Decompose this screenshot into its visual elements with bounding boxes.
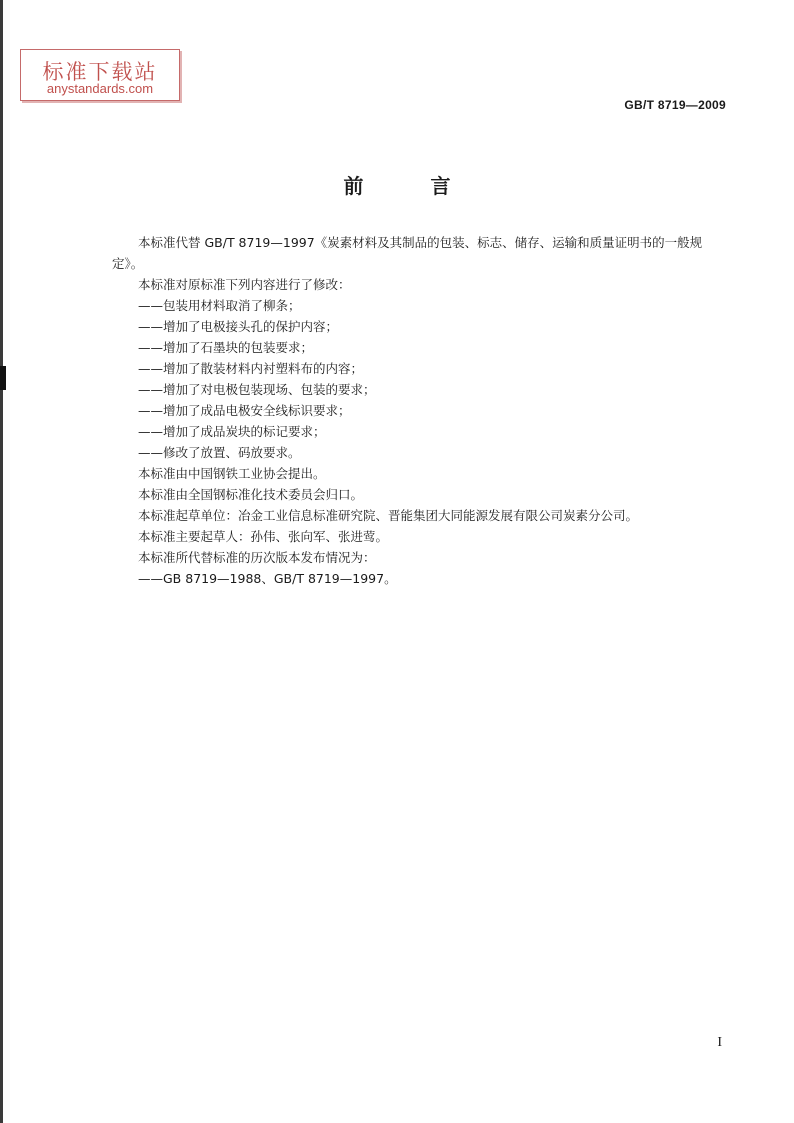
paragraph: 本标准主要起草人：孙伟、张向军、张进莺。 — [138, 529, 389, 544]
stamp-chinese-text: 标准下载站 — [42, 60, 158, 84]
page-title: 前 言 — [343, 174, 481, 198]
paragraph: 本标准由中国钢铁工业协会提出。 — [138, 466, 326, 481]
paragraph: 本标准对原标准下列内容进行了修改： — [138, 277, 351, 292]
standard-code: GB/T 8719—2009 — [624, 98, 726, 112]
watermark-stamp — [20, 49, 180, 101]
list-item: ——GB 8719—1988、GB/T 8719—1997。 — [138, 571, 397, 586]
list-item: ——增加了成品炭块的标记要求； — [138, 424, 326, 439]
paragraph: 本标准所代替标准的历次版本发布情况为： — [138, 550, 376, 565]
scan-left-edge — [0, 0, 3, 1123]
list-item: ——增加了散装材料内衬塑料布的内容； — [138, 361, 364, 376]
list-item: ——增加了石墨块的包装要求； — [138, 340, 314, 355]
paragraph: 本标准代替 GB/T 8719—1997《炭素材料及其制品的包装、标志、储存、运输和质量证明书的一般规定》。 — [112, 235, 703, 271]
stamp-url-text: anystandards.com — [46, 81, 154, 96]
paragraph: 本标准起草单位：冶金工业信息标准研究院、晋能集团大同能源发展有限公司炭素分公司。 — [138, 508, 639, 523]
paragraph: 本标准由全国钢标准化技术委员会归口。 — [138, 487, 364, 502]
list-item: ——修改了放置、码放要求。 — [138, 445, 301, 460]
list-item: ——包装用材料取消了柳条； — [138, 298, 301, 313]
list-item: ——增加了对电极包装现场、包装的要求； — [138, 382, 376, 397]
foreword-body — [112, 232, 732, 589]
scan-edge-mark — [0, 366, 6, 390]
list-item: ——增加了电极接头孔的保护内容； — [138, 319, 339, 334]
page-number: I — [717, 1035, 722, 1050]
list-item: ——增加了成品电极安全线标识要求； — [138, 403, 351, 418]
